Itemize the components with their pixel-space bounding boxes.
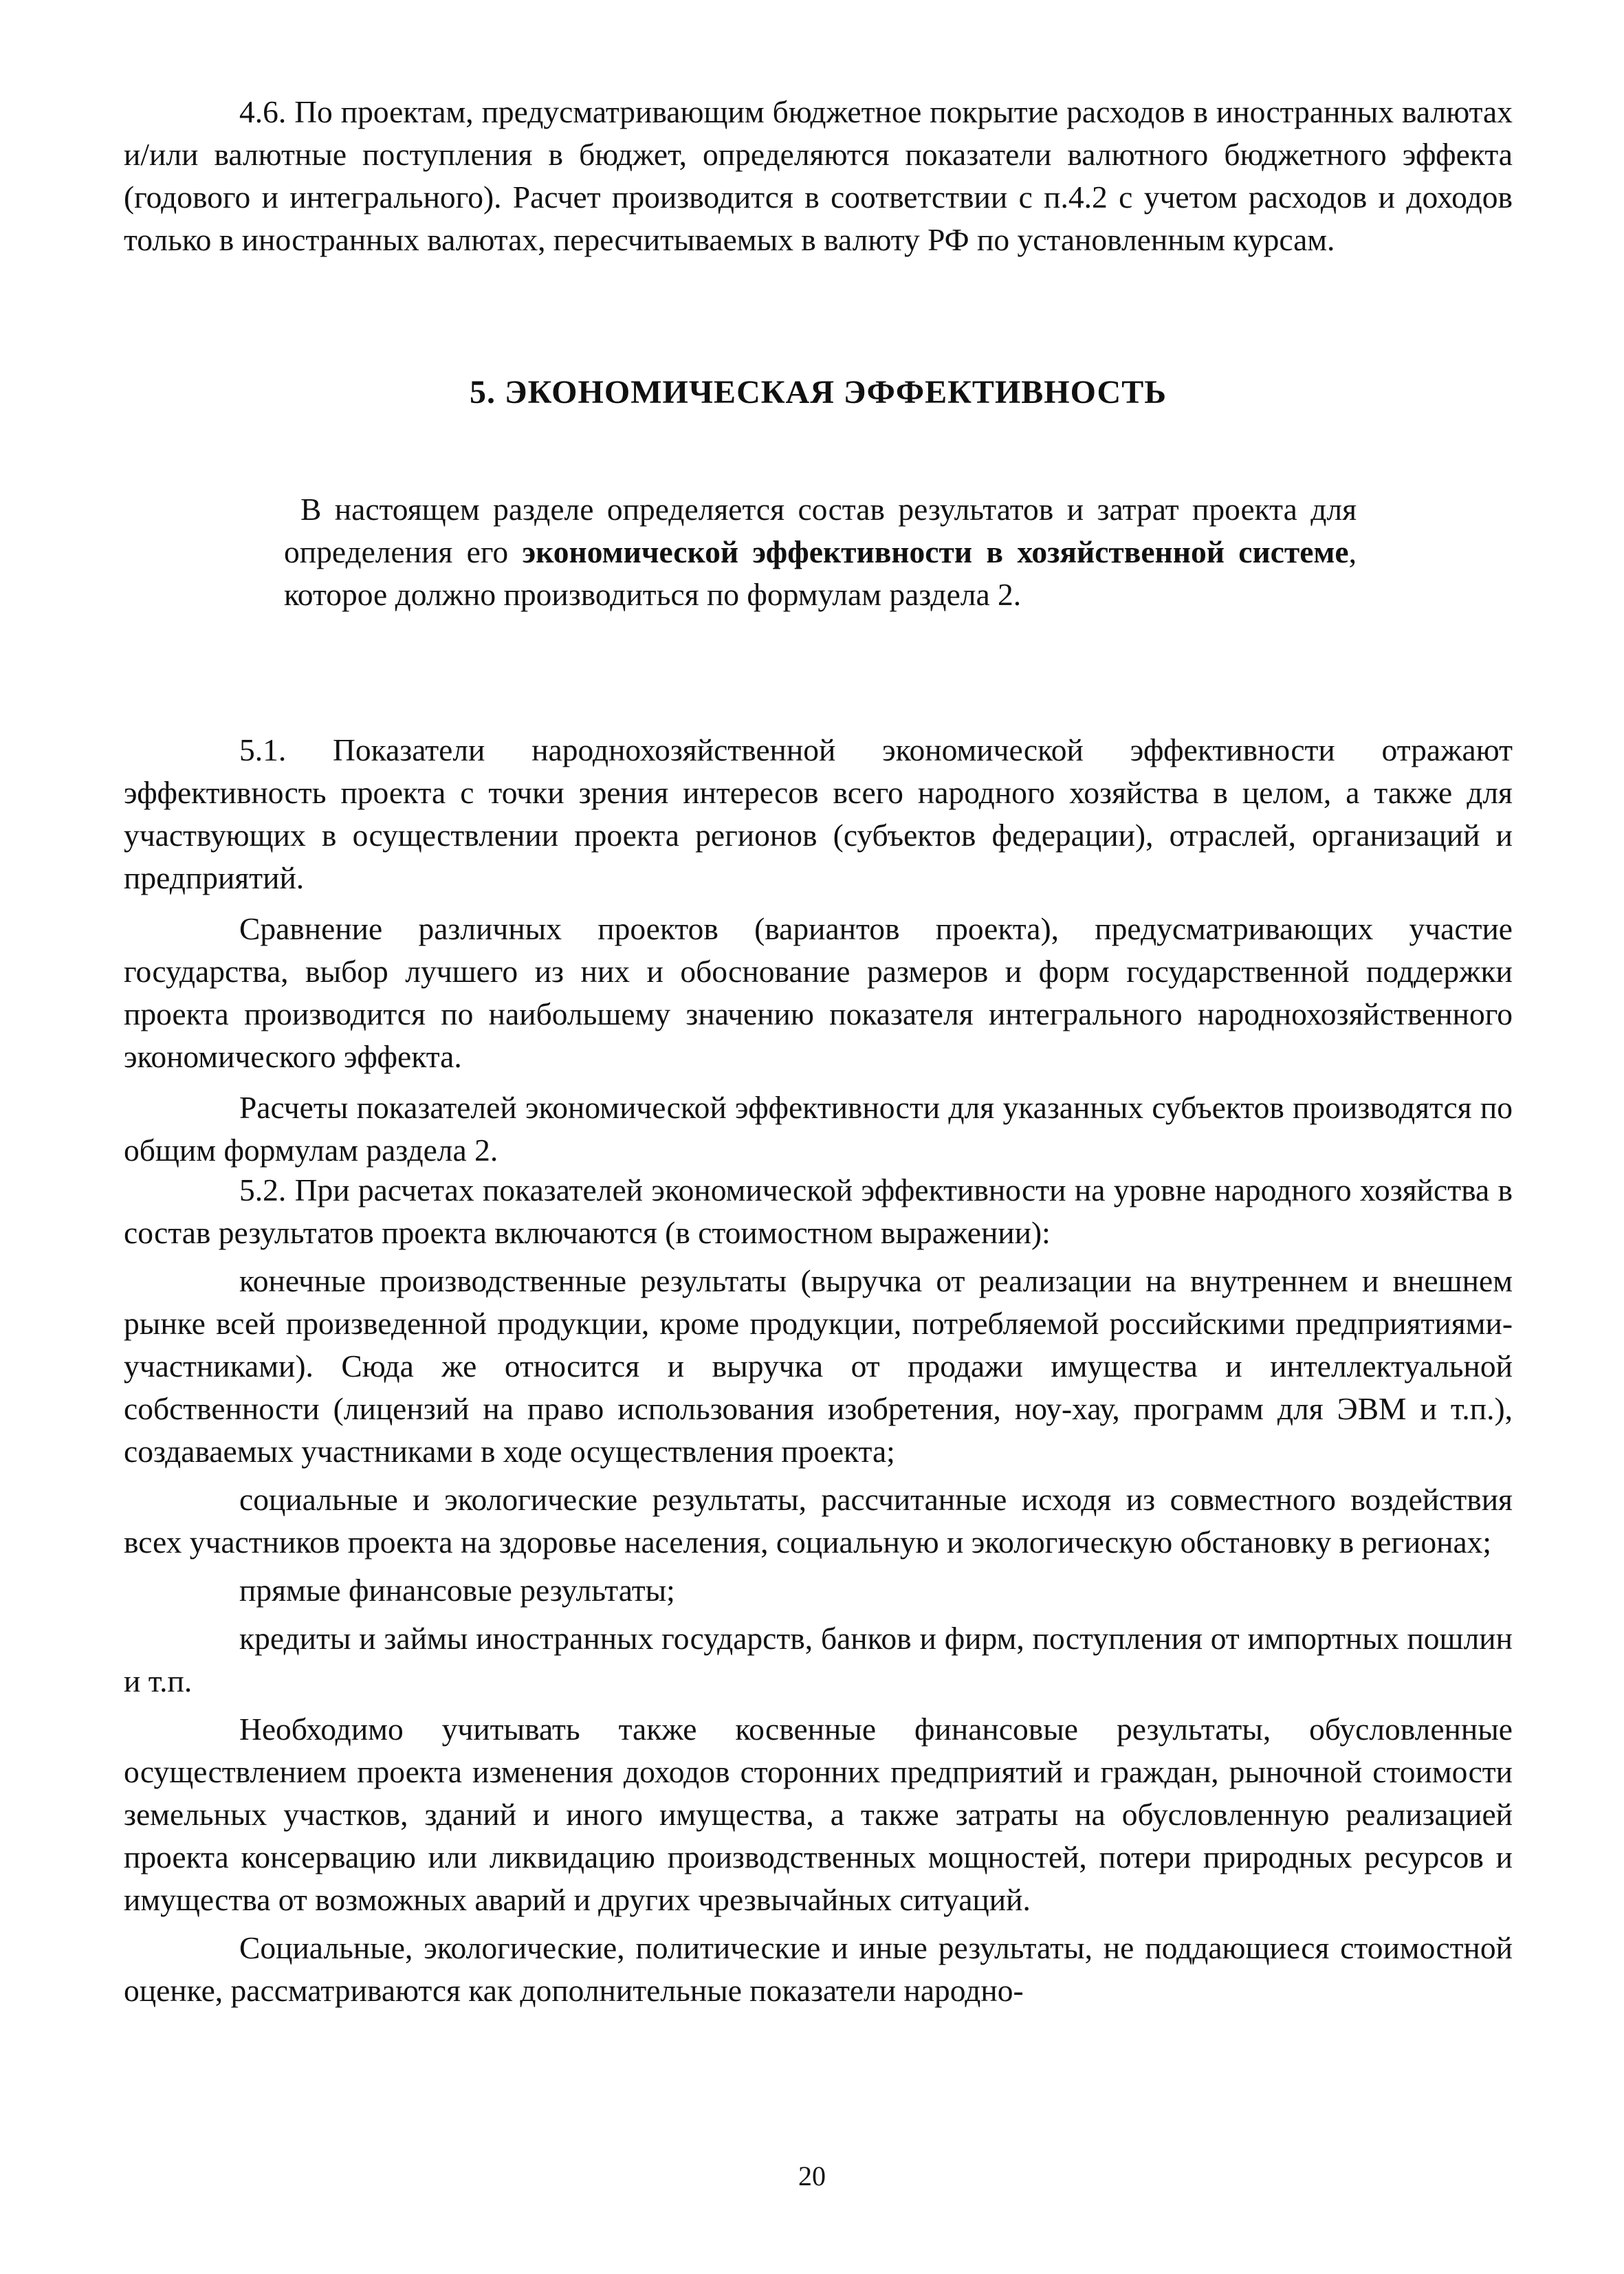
paragraph-5-2-5: кредиты и займы иностранных государств, банков и фирм, поступления от импортных пошлин и т.п.	[124, 1621, 1513, 1698]
paragraph-5-1-1: 5.1. Показатели народнохозяйственной экономической эффективности отражают эффективность проекта с точки зрения интересов всего народного хозяйства в целом, а также для участвующих в осуществлении проекта регионов (субъектов федерации), отраслей, организаций и предприятий.	[124, 732, 1513, 895]
section-4-6	[124, 91, 1513, 261]
section-5-intro-paragraph	[284, 488, 1357, 616]
paragraph-5-1-3: Расчеты показателей экономической эффективности для указанных субъектов производятся по общим формулам раздела 2.	[124, 1090, 1513, 1168]
paragraph-5-2-7: Социальные, экологические, политические и иные результаты, не поддающиеся стоимостной оценке, рассматриваются как дополнительные показатели народно-	[124, 1930, 1513, 2008]
section-5-intro	[284, 488, 1357, 616]
paragraph-5-2-6: Необходимо учитывать также косвенные финансовые результаты, обусловленные осуществлением проекта изменения доходов сторонних предприятий и граждан, рыночной стоимости земельных участков, зданий и иного имущества, а также затраты на обусловленную реализацией проекта консервацию или ликвидацию производственных мощностей, потери природных ресурсов и имущества от возможных аварий и других чрезвычайных ситуаций.	[124, 1712, 1513, 1917]
page-number: 20	[798, 2161, 826, 2191]
paragraph-5-2-3: социальные и экологические результаты, рассчитанные исходя из совместного воздействия всех участников проекта на здоровье населения, социальную и экологическую обстановку в регионах;	[124, 1482, 1513, 1560]
paragraph-5-2-1: 5.2. При расчетах показателей экономической эффективности на уровне народного хозяйства в состав результатов проекта включаются (в стоимостном выражении):	[124, 1172, 1513, 1250]
section-5-2	[124, 1169, 1513, 2012]
intro-text-bold: экономической эффективности в хозяйственной системе	[522, 534, 1349, 569]
paragraph-5-2-2: конечные производственные результаты (выручка от реализации на внутреннем и внешнем рынке всей произведенной продукции, кроме продукции, потребляемой российскими предприятиями-участниками). Сюда же относится и выручка от продажи имущества и интеллектуальной собственности (лицензий на право использования изобретения, ноу-хау, программ для ЭВМ и т.п.), создаваемых участниками в ходе осуществления проекта;	[124, 1263, 1513, 1469]
intro-text-part2: , которое должно производиться по формулам раздела 2.	[284, 534, 1357, 612]
section-5-1	[124, 729, 1513, 1172]
section-5-heading: 5. ЭКОНОМИЧЕСКАЯ ЭФФЕКТИВНОСТЬ	[470, 374, 1167, 411]
intro-text-part1: В настоящем разделе определяется состав результатов и затрат проекта для определения его	[284, 492, 1357, 569]
paragraph-5-1-2: Сравнение различных проектов (вариантов проекта), предусматривающих участие государства, выбор лучшего из них и обоснование размеров и форм государственной поддержки проекта производится по наибольшему значению показателя интегрального народнохозяйственного экономического эффекта.	[124, 911, 1513, 1074]
paragraph-5-2-4: прямые финансовые результаты;	[239, 1573, 675, 1608]
paragraph-4-6: 4.6. По проектам, предусматривающим бюджетное покрытие расходов в иностранных валютах и/или валютные поступления в бюджет, определяются показатели валютного бюджетного эффекта (годового и интегрального). Расчет производится в соответствии с п.4.2 с учетом расходов и доходов только в иностранных валютах, пересчитываемых в валюту РФ по установленным курсам.	[124, 94, 1513, 257]
